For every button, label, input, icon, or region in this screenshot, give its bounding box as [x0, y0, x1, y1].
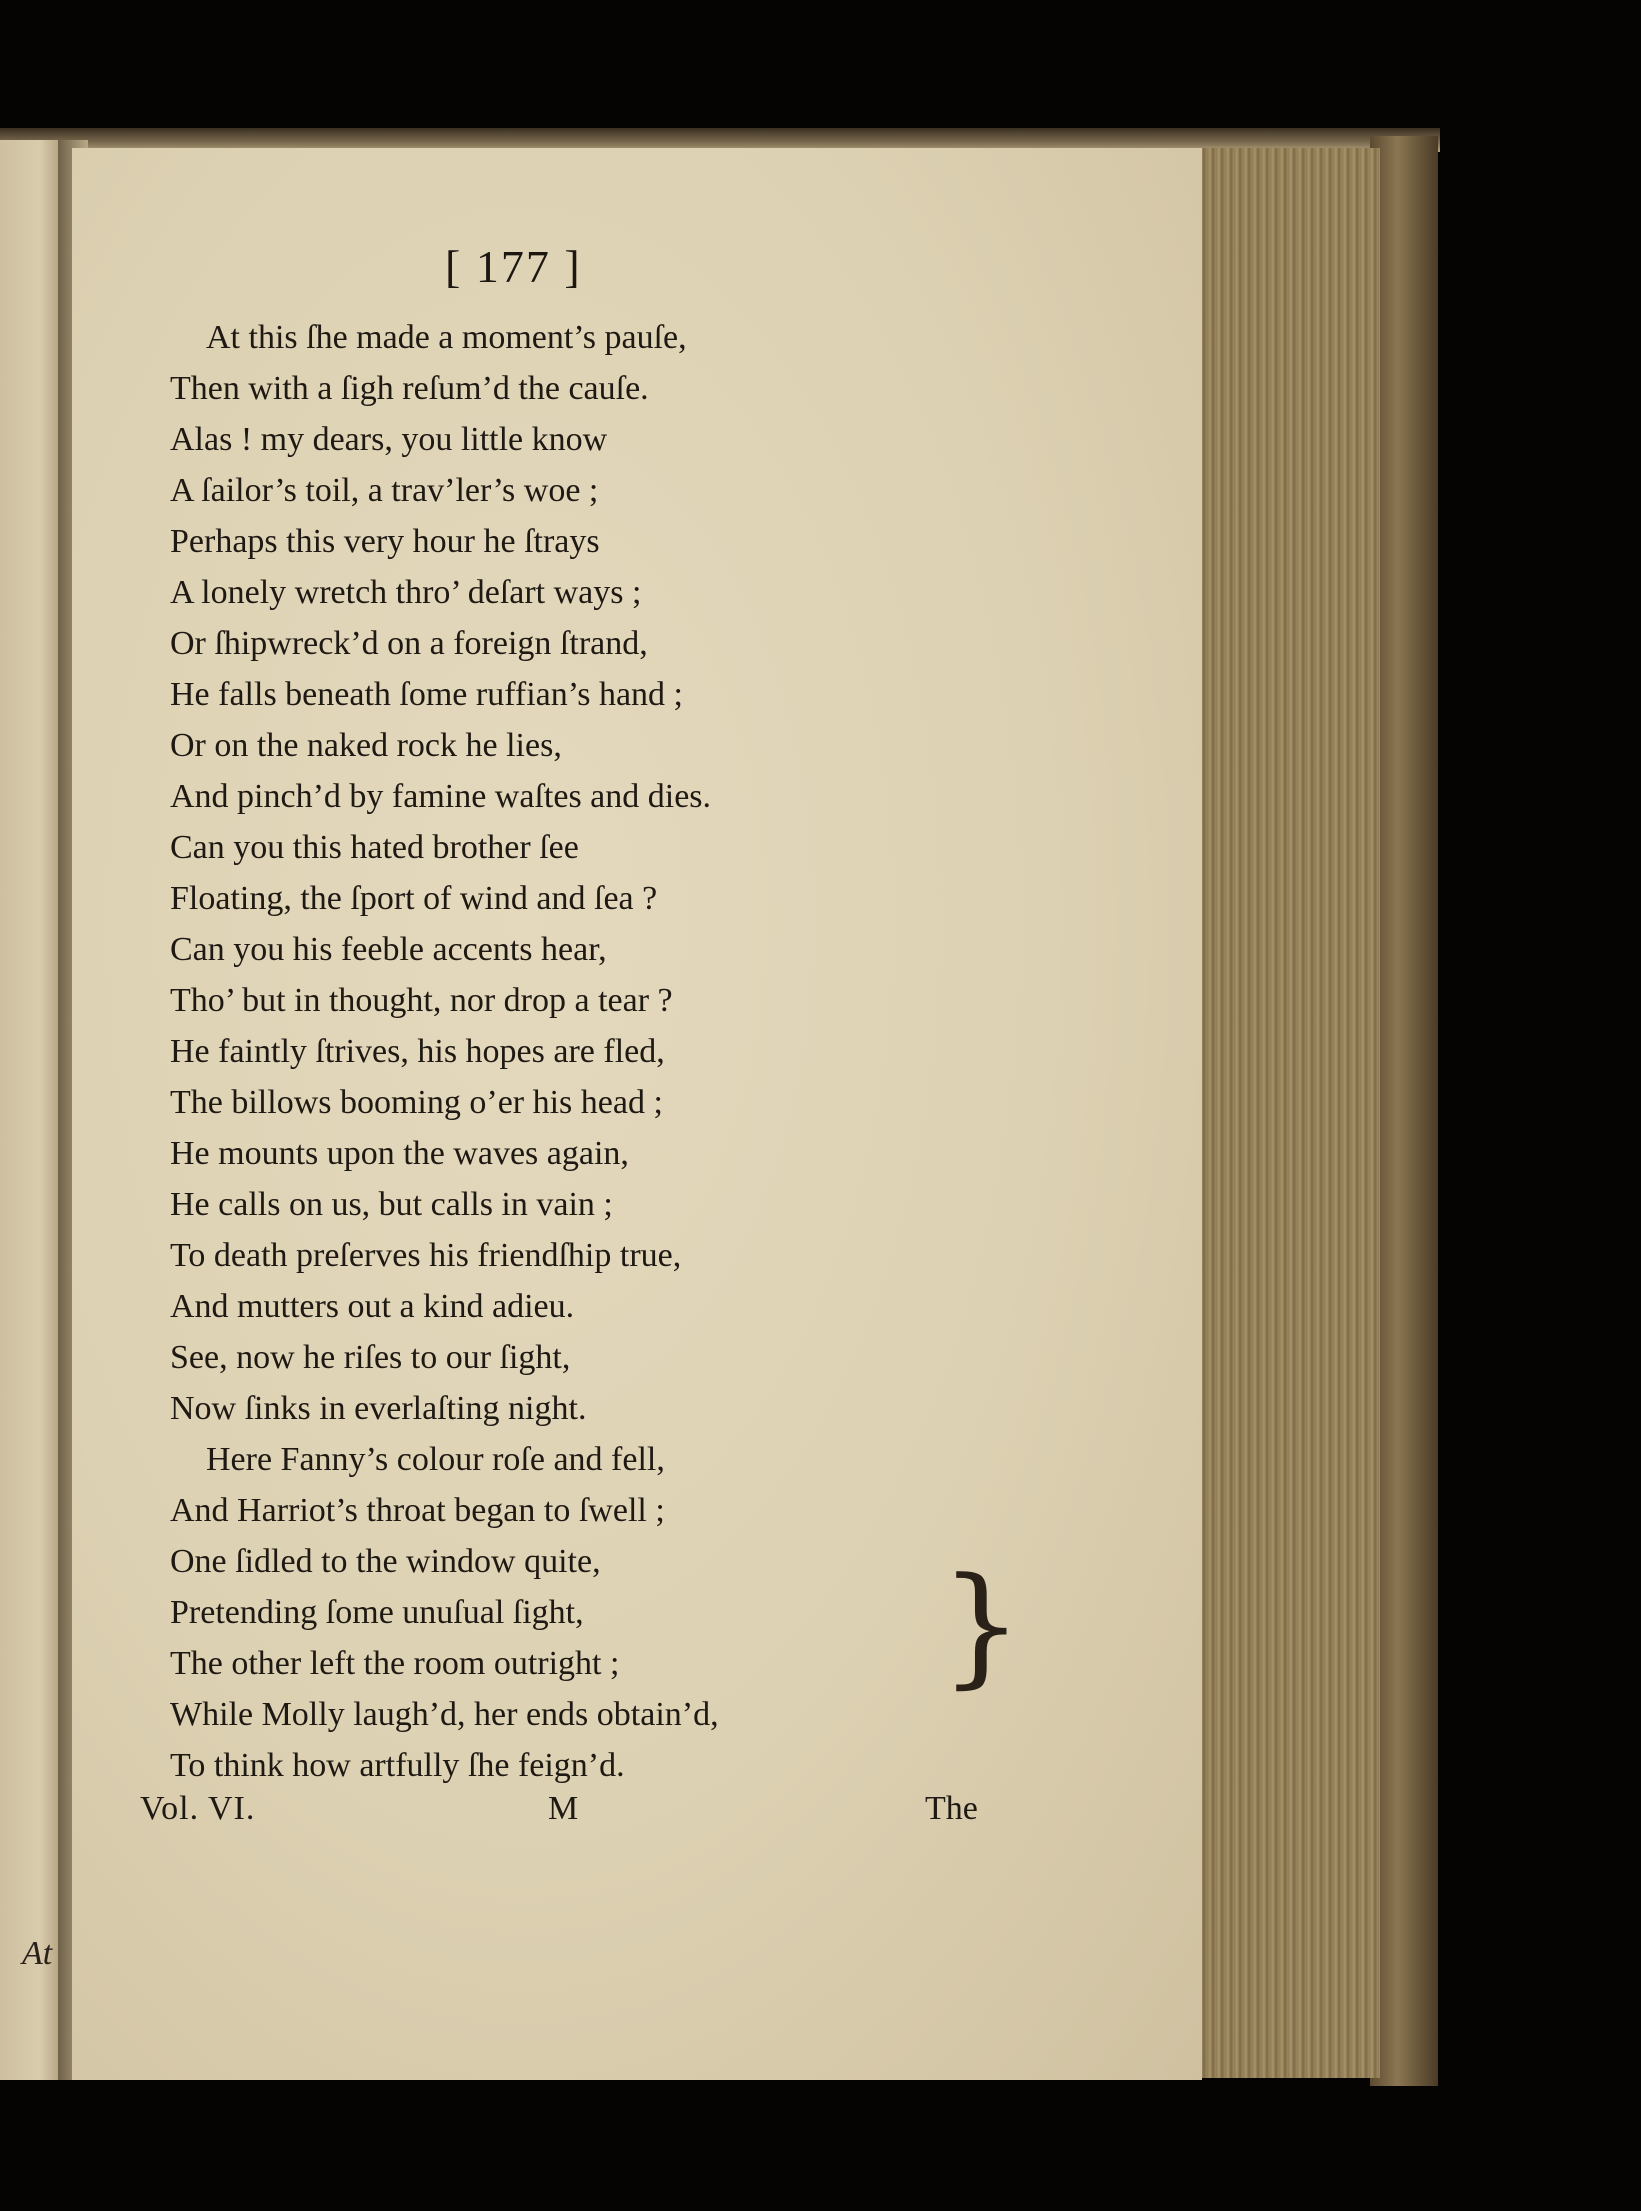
- poem-line: Here Fanny’s colour roſe and fell,: [206, 1441, 665, 1478]
- signature-mark: M: [548, 1790, 579, 1827]
- poem-line: A ſailor’s toil, a trav’ler’s woe ;: [170, 472, 599, 509]
- poem-line: Pretending ſome unuſual ſight,: [170, 1594, 584, 1631]
- poem-line: To death preſerves his friendſhip true,: [170, 1237, 682, 1274]
- poem-line: The billows booming o’er his head ;: [170, 1084, 663, 1121]
- poem-line: Can you his feeble accents hear,: [170, 931, 607, 968]
- poem-line: Can you this hated brother ſee: [170, 829, 579, 866]
- poem-line: Alas ! my dears, you little know: [170, 421, 608, 458]
- poem-line: A lonely wretch thro’ deſart ways ;: [170, 574, 642, 611]
- poem-text: [170, 312, 719, 1791]
- poem-line: And pinch’d by famine waſtes and dies.: [170, 778, 712, 815]
- poem-line: Tho’ but in thought, nor drop a tear ?: [170, 982, 673, 1019]
- poem-line: And mutters out a kind adieu.: [170, 1288, 575, 1325]
- poem-line: Now ſinks in everlaſting night.: [170, 1390, 587, 1427]
- poem-line: Then with a ſigh reſum’d the cauſe.: [170, 370, 649, 407]
- poem-line: See, now he riſes to our ſight,: [170, 1339, 571, 1376]
- poem-line: While Molly laugh’d, her ends obtain’d,: [170, 1696, 719, 1733]
- volume-signature: Vol. VI.: [140, 1790, 256, 1827]
- poem-line: He calls on us, but calls in vain ;: [170, 1186, 613, 1223]
- poem-line: He faintly ſtrives, his hopes are fled,: [170, 1033, 665, 1070]
- poem-line: To think how artfully ſhe feign’d.: [170, 1747, 625, 1784]
- poem-line: Or ſhipwreck’d on a foreign ſtrand,: [170, 625, 648, 662]
- page-fore-edge: [1180, 148, 1380, 2078]
- left-facing-page: [0, 140, 66, 2080]
- poem-line: The other left the room outright ;: [170, 1645, 620, 1682]
- book-cover-board: [1370, 136, 1438, 2086]
- poem-line: Perhaps this very hour he ſtrays: [170, 523, 600, 560]
- poem-line: One ſidled to the window quite,: [170, 1543, 601, 1580]
- poem-line: At this ſhe made a moment’s pauſe,: [206, 319, 687, 356]
- catchword: The: [925, 1790, 978, 1827]
- left-page-catchword: At: [22, 1935, 53, 1972]
- poem-line: Floating, the ſport of wind and ſea ?: [170, 880, 658, 917]
- page-number-header: [ 177 ]: [445, 241, 582, 292]
- triplet-brace: }: [940, 1549, 1023, 1701]
- poem-line: He falls beneath ſome ruffian’s hand ;: [170, 676, 683, 713]
- poem-line: And Harriot’s throat began to ſwell ;: [170, 1492, 665, 1529]
- poem-line: Or on the naked rock he lies,: [170, 727, 562, 764]
- poem-line: He mounts upon the waves again,: [170, 1135, 629, 1172]
